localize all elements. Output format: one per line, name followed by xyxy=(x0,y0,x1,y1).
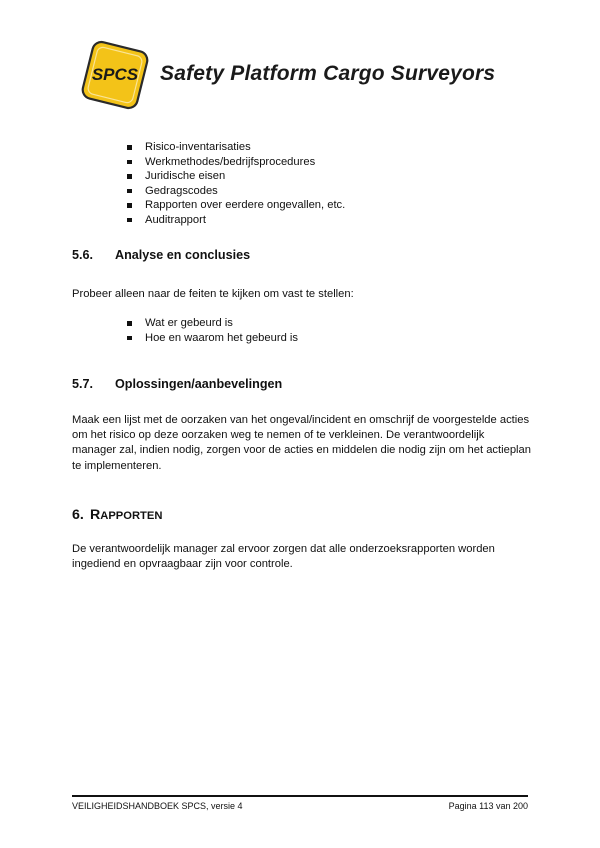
footer-divider xyxy=(72,795,528,797)
list-item: Werkmethodes/bedrijfsprocedures xyxy=(127,155,345,170)
list-item: Wat er gebeurd is xyxy=(127,316,298,331)
paragraph-solutions: Maak een lijst met de oorzaken van het ongeval/incident en omschrijf de voorgestelde acties om het risico op deze oorzaken weg te nemen of te verkleinen. De verantwoordelijk manager zal, indien nodig, zorgen voor de acties en middelen die nodig zijn om het actieplan te implementeren. xyxy=(72,414,531,472)
heading-5-6 xyxy=(72,248,250,262)
bullet-icon xyxy=(127,189,132,194)
heading-title: Analyse en conclusies xyxy=(115,248,251,262)
bullet-icon xyxy=(127,174,132,179)
bullet-icon xyxy=(127,203,132,208)
bullet-icon xyxy=(127,336,132,341)
heading-title-initial: R xyxy=(90,507,101,523)
bullet-icon xyxy=(127,160,132,165)
footer-document-title: VEILIGHEIDSHANDBOEK SPCS, versie 4 xyxy=(72,801,243,811)
heading-number: 6. xyxy=(72,507,84,523)
paragraph-analysis-intro: Probeer alleen naar de feiten te kijken om vast te stellen: xyxy=(72,288,354,300)
list-item: Juridische eisen xyxy=(127,169,345,184)
bullet-list-analysis xyxy=(127,316,298,345)
heading-title: Oplossingen/aanbevelingen xyxy=(115,377,283,391)
list-item: Hoe en waarom het gebeurd is xyxy=(127,331,298,346)
list-item: Auditrapport xyxy=(127,213,345,228)
bullet-icon xyxy=(127,218,132,223)
list-item: Gedragscodes xyxy=(127,184,345,199)
list-item: Rapporten over eerdere ongevallen, etc. xyxy=(127,198,345,213)
heading-number: 5.6. xyxy=(72,248,94,262)
brand-title: Safety Platform Cargo Surveyors xyxy=(160,62,496,85)
spcs-logo xyxy=(79,40,151,110)
heading-number: 5.7. xyxy=(72,377,94,391)
heading-6 xyxy=(72,507,162,523)
heading-title-rest: APPORTEN xyxy=(100,510,163,522)
logo-text: SPCS xyxy=(91,65,139,84)
bullet-list-sources xyxy=(127,140,345,228)
bullet-icon xyxy=(127,321,132,326)
paragraph-reports: De verantwoordelijk manager zal ervoor zorgen dat alle onderzoeksrapporten worden ingediend en opvraagbaar zijn voor controle. xyxy=(72,543,495,571)
list-item: Risico-inventarisaties xyxy=(127,140,345,155)
footer-page-number: Pagina 113 van 200 xyxy=(448,801,528,811)
heading-5-7 xyxy=(72,377,282,391)
bullet-icon xyxy=(127,145,132,150)
